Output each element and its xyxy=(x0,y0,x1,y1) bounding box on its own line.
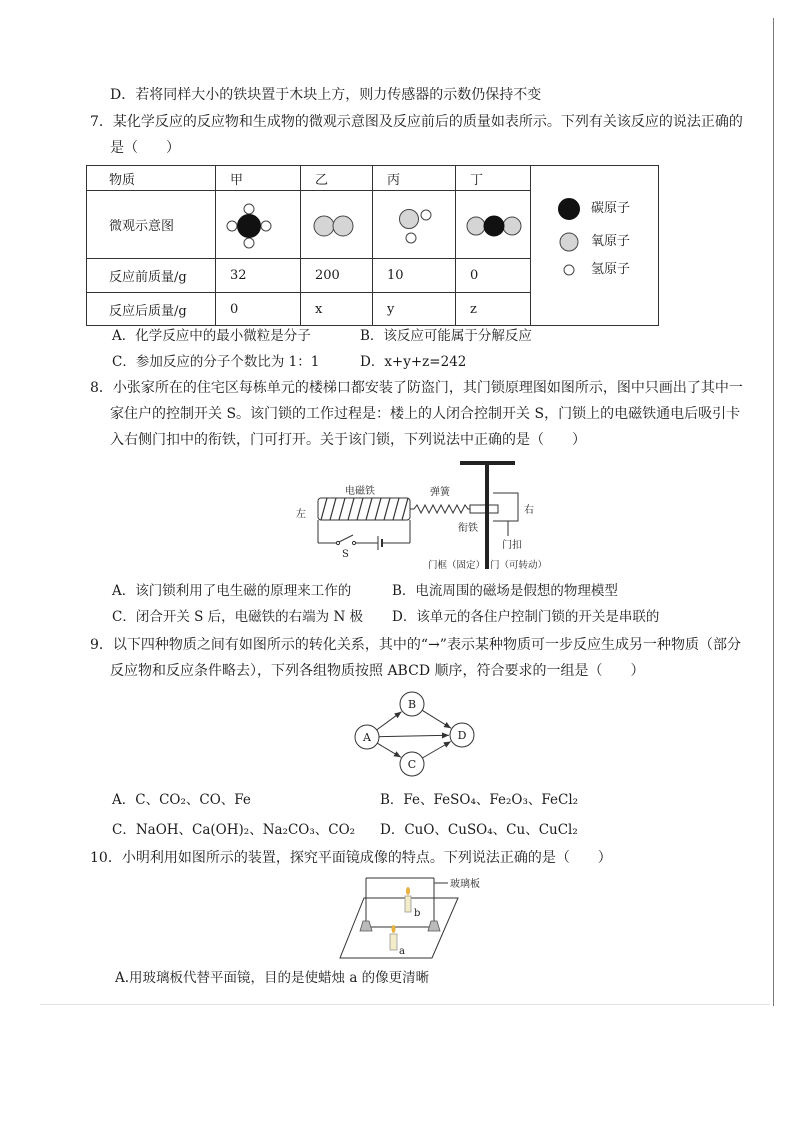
scan-edge-line xyxy=(773,18,774,1006)
q8-option-d: D．该单元的各住户控制门锁的开关是串联的 xyxy=(392,609,660,625)
carbon-dioxide-molecule-icon xyxy=(456,192,531,258)
table-cell: 0 xyxy=(216,293,301,326)
q8-option-b: B．电流周围的磁场是假想的物理模型 xyxy=(392,583,618,599)
door-frame-label: 门框（固定） xyxy=(427,560,485,571)
q9-option-b: B．Fe、FeSO₄、Fe₂O₃、FeCl₂ xyxy=(380,792,579,808)
q8-stem-line: 8．小张家所在的住宅区每栋单元的楼梯口都安装了防盗门，其门锁原理图如图所示，图中只画出了其中一 xyxy=(90,380,743,396)
arrow-a-to-b xyxy=(377,712,402,730)
q8-option-a: A．该门锁利用了电生磁的原理来工作的 xyxy=(112,583,352,599)
scan-bottom-line xyxy=(40,1004,770,1005)
q7-option-a: A．化学反应中的最小微粒是分子 xyxy=(112,328,311,344)
plate-support-right xyxy=(428,921,440,931)
atom-legend-box xyxy=(531,166,658,325)
q8-stem-line: 入右侧门扣中的衔铁，门可打开。关于该门锁，下列说法中正确的是（ ） xyxy=(110,432,586,448)
conversion-relation-diagram xyxy=(345,685,480,780)
switch-s xyxy=(336,535,355,545)
spring-icon xyxy=(410,505,470,513)
node-d-label: D xyxy=(457,729,467,742)
water-molecule-icon xyxy=(373,192,456,258)
table-row-label: 反应前质量/g xyxy=(87,259,216,293)
hydrogen-atom-icon xyxy=(564,265,574,275)
node-a-label: A xyxy=(363,731,371,744)
coil-windings xyxy=(321,498,408,520)
q8-stem-line: 家住户的控制开关 S。该门锁的工作过程是：楼上的人闭合控制开关 S，门锁上的电磁铁通电后吸引卡 xyxy=(110,406,741,422)
arrow-c-to-d xyxy=(422,742,450,759)
q7-option-c: C．参加反应的分子个数比为 1：1 xyxy=(112,354,320,370)
node-b-label: B xyxy=(407,698,417,711)
arrow-a-to-c xyxy=(377,743,401,757)
legend-label: 氢原子 xyxy=(591,262,631,277)
door-lock-circuit-diagram xyxy=(290,455,570,575)
q7-option-d: D．x+y+z=242 xyxy=(360,354,467,370)
table-cell: 32 xyxy=(216,259,301,293)
q7-data-table xyxy=(86,165,659,326)
table-header-cell: 物质 xyxy=(87,166,216,191)
plate-support-left xyxy=(360,921,372,931)
node-c-label: C xyxy=(407,758,417,771)
glass-plate xyxy=(366,878,434,927)
candle-b-icon xyxy=(405,887,411,912)
table-header-row xyxy=(87,166,659,191)
molecule-cell xyxy=(216,191,301,259)
table-cell: 10 xyxy=(373,259,456,293)
table-header-cell: 丙 xyxy=(373,166,456,191)
table-header-cell: 丁 xyxy=(456,166,531,191)
table-cell: y xyxy=(373,293,456,326)
table-row-label: 反应后质量/g xyxy=(87,293,216,326)
oxygen-molecule-icon xyxy=(301,192,373,258)
candle-a-label: a xyxy=(399,946,405,957)
molecule-cell xyxy=(373,191,456,259)
molecule-cell xyxy=(301,191,373,259)
table-cell: 200 xyxy=(301,259,373,293)
q6-option-d: D．若将同样大小的铁块置于木块上方，则力传感器的示数仍保持不变 xyxy=(110,87,542,103)
legend-label: 碳原子 xyxy=(591,201,631,216)
table-row-label: 微观示意图 xyxy=(87,191,216,259)
carbon-atom-icon xyxy=(559,199,580,220)
spring-label: 弹簧 xyxy=(430,487,450,498)
glass-plate-label: 玻璃板 xyxy=(450,879,480,890)
door-label: 门（可转动） xyxy=(490,560,548,571)
q9-stem-line: 9．以下四种物质之间有如图所示的转化关系，其中的“→”表示某种物质可一步反应生成另一种物质（部分 xyxy=(90,637,741,653)
q9-option-c: C．NaOH、Ca(OH)₂、Na₂CO₃、CO₂ xyxy=(112,822,356,838)
table-header-cell: 乙 xyxy=(301,166,373,191)
right-label: 右 xyxy=(524,505,534,516)
q7-stem-line: 7．某化学反应的反应物和生成物的微观示意图及反应前后的质量如表所示。下列有关该反应的说法正确的 xyxy=(90,114,743,130)
battery-icon xyxy=(378,536,382,550)
q9-option-a: A．C、CO₂、CO、Fe xyxy=(112,792,251,808)
q7-stem-line: 是（ ） xyxy=(110,140,180,156)
table-cell: x xyxy=(301,293,373,326)
armature-bar xyxy=(470,505,498,513)
oxygen-atom-icon xyxy=(560,233,578,251)
electromagnet-label: 电磁铁 xyxy=(345,486,375,497)
latch-label: 门扣 xyxy=(502,540,522,551)
legend-label: 氧原子 xyxy=(591,234,631,249)
arrow-b-to-d xyxy=(422,710,451,728)
q9-option-d: D．CuO、CuSO₄、Cu、CuCl₂ xyxy=(380,822,578,838)
q10-stem-line: 10．小明利用如图所示的装置，探究平面镜成像的特点。下列说法正确的是（ ） xyxy=(90,850,612,866)
table-header-cell: 甲 xyxy=(216,166,301,191)
q8-option-c: C．闭合开关 S 后，电磁铁的右端为 N 极 xyxy=(112,609,364,625)
molecule-cell xyxy=(456,191,531,259)
candle-a-icon xyxy=(390,925,397,950)
arrow-a-to-d xyxy=(379,735,449,736)
switch-label: S xyxy=(342,549,349,560)
table-cell: z xyxy=(456,293,531,326)
candle-b-label: b xyxy=(414,908,421,919)
plane-mirror-experiment-diagram xyxy=(330,872,490,964)
circuit-wires xyxy=(318,520,410,543)
q7-option-b: B．该反应可能属于分解反应 xyxy=(360,328,532,344)
q9-stem-line: 反应物和反应条件略去），下列各组物质按照 ABCD 顺序，符合要求的一组是（ ） xyxy=(110,663,645,679)
left-label: 左 xyxy=(296,509,306,520)
methane-molecule-icon xyxy=(216,192,301,258)
atom-legend-icons xyxy=(531,166,591,325)
q10-option-a: A.用玻璃板代替平面镜，目的是使蜡烛 a 的像更清晰 xyxy=(115,970,430,986)
atom-legend xyxy=(531,166,659,326)
armature-label: 衔铁 xyxy=(458,523,478,534)
table-cell: 0 xyxy=(456,259,531,293)
